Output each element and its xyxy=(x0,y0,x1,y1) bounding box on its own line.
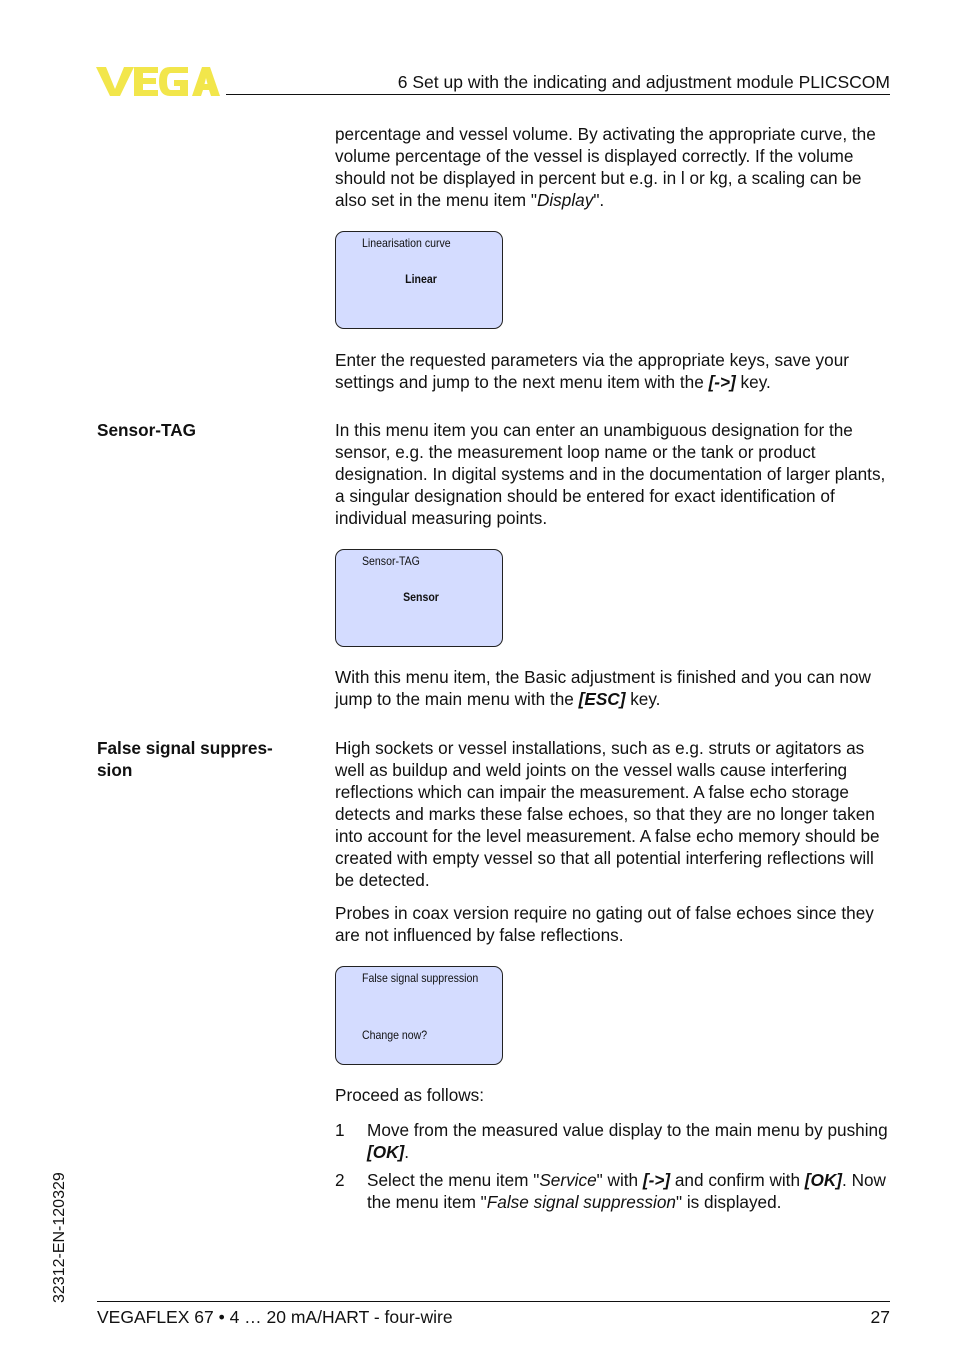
step-1-text: Move from the measured value display to the main menu by pushing xyxy=(367,1120,888,1140)
sensor-tag-text: In this menu item you can enter an unambiguous designation for the sensor, e.g. the measurement loop name or the tank or product designation. In digital systems and in the documentation of larger plants, a singular designation should be entered for exact identification of individual measuring points. xyxy=(335,420,886,528)
sensor-tag-paragraph xyxy=(335,419,891,529)
step-2-text: Select the menu item " xyxy=(367,1170,540,1190)
basic-finished-end: key. xyxy=(625,689,661,709)
step-1-end: . xyxy=(404,1142,410,1162)
document-number: 32312-EN-120329 xyxy=(51,1172,68,1303)
display-prompt: Change now? xyxy=(362,1028,428,1042)
footer-product: VEGAFLEX 67 • 4 … 20 mA/HART - four-wire xyxy=(97,1307,453,1327)
intro-end: ". xyxy=(593,190,605,210)
enter-params-end: key. xyxy=(735,372,771,392)
header-section-title: 6 Set up with the indicating and adjustment module PLICSCOM xyxy=(397,72,890,92)
false-signal-heading-line2: sion xyxy=(97,760,133,780)
page-number: 27 xyxy=(870,1307,890,1327)
display-value: Linear xyxy=(405,272,437,286)
intro-paragraph xyxy=(335,123,891,211)
false-signal-heading xyxy=(97,737,297,781)
display-title: Sensor-TAG xyxy=(362,554,420,568)
step-2-text: . Now the menu item " xyxy=(367,1170,886,1212)
display-linearisation-curve xyxy=(335,231,503,329)
false-signal-heading-line1: False signal suppres- xyxy=(97,738,273,758)
step-2-text: " is displayed. xyxy=(675,1192,782,1212)
proceed-text: Proceed as follows: xyxy=(335,1085,485,1105)
key-ok: [OK] xyxy=(804,1170,843,1190)
display-title: Linearisation curve xyxy=(362,236,451,250)
display-value: Sensor xyxy=(403,590,439,604)
false-signal-paragraph xyxy=(335,737,891,891)
sensor-tag-heading: Sensor-TAG xyxy=(97,420,196,440)
vega-logo xyxy=(96,63,220,99)
coax-text: Probes in coax version require no gating out of false echoes since they are not influenced by false reflections. xyxy=(335,903,874,945)
key-next: [->] xyxy=(642,1170,671,1190)
key-esc: [ESC] xyxy=(578,689,626,709)
step-text xyxy=(367,1119,890,1163)
basic-finished-text: With this menu item, the Basic adjustment is finished and you can now jump to the main menu with the xyxy=(335,667,871,709)
display-title: False signal suppression xyxy=(362,971,479,985)
display-sensor-tag xyxy=(335,549,503,647)
coax-paragraph xyxy=(335,902,891,946)
basic-finished-paragraph xyxy=(335,666,891,710)
enter-params-paragraph xyxy=(335,349,891,393)
header-rule xyxy=(226,94,890,95)
step-number: 2 xyxy=(335,1170,345,1190)
footer-rule xyxy=(97,1301,890,1302)
intro-text: percentage and vessel volume. By activating the appropriate curve, the volume percentage of the vessel is displayed correctly. If the volume should not be displayed in percent but e.g. in l or kg, a scaling can be also set in the menu item " xyxy=(335,124,876,210)
service-menu-ref: Service xyxy=(539,1170,597,1190)
enter-params-text: Enter the requested parameters via the appropriate keys, save your settings and jump to the next menu item with the xyxy=(335,350,849,392)
false-signal-menu-ref: False signal suppression xyxy=(486,1192,676,1212)
step-2-text: " with xyxy=(596,1170,643,1190)
step-text xyxy=(367,1169,890,1213)
step-2-text: and confirm with xyxy=(670,1170,805,1190)
false-signal-text: High sockets or vessel installations, such as e.g. struts or agitators as well as buildup and weld joints on the vessel walls cause interfering reflections which can impair the measurement. A false echo storage detects and marks these false echoes, so that they are no longer taken into account for the level measurement. A false echo memory should be created with empty vessel so that all potential interfering reflections will be detected. xyxy=(335,738,880,890)
key-next: [->] xyxy=(708,372,736,392)
step-number: 1 xyxy=(335,1120,345,1140)
display-false-signal-suppression xyxy=(335,966,503,1065)
display-menu-ref: Display xyxy=(536,190,594,210)
key-ok: [OK] xyxy=(367,1142,405,1162)
